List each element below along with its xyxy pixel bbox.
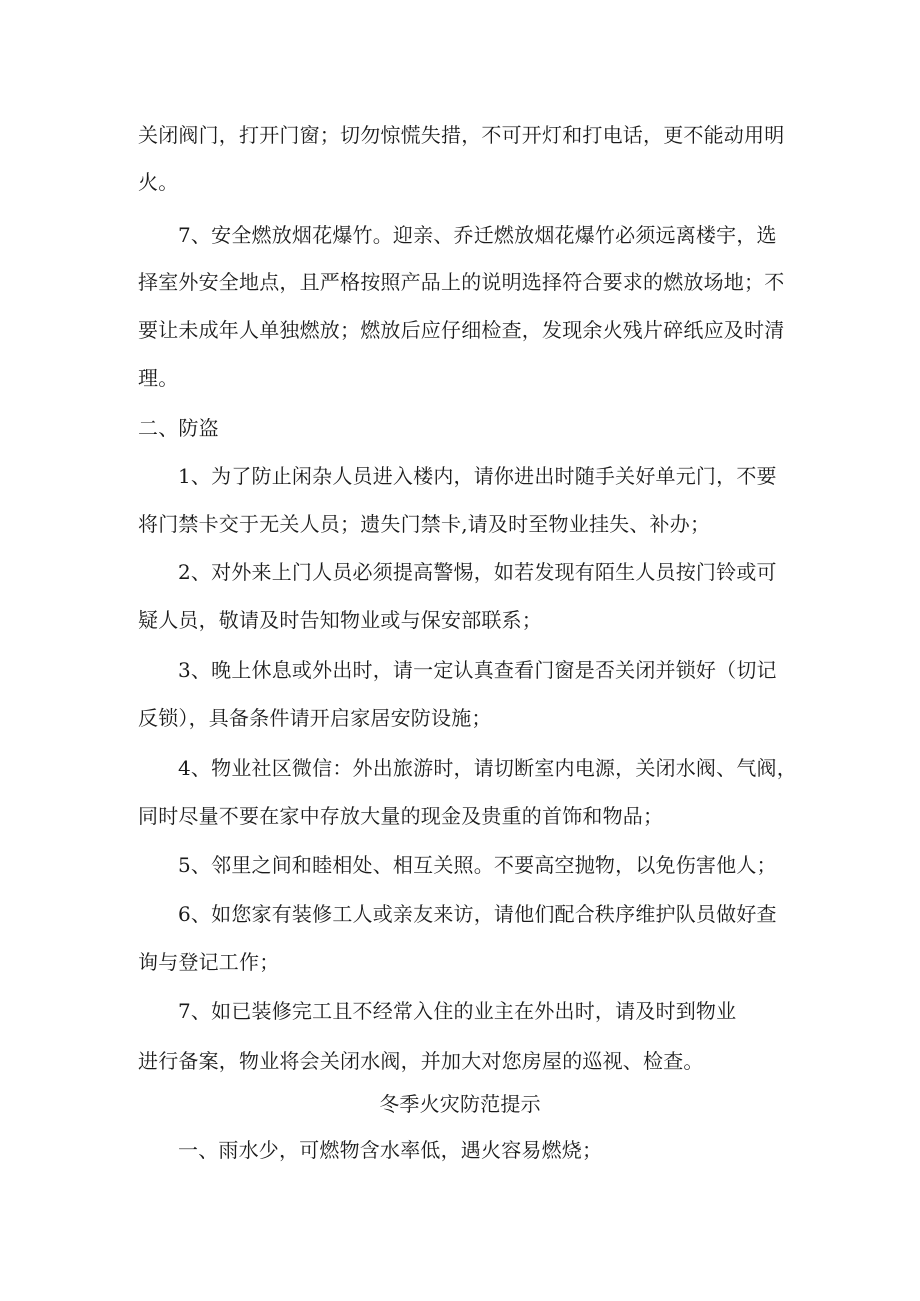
paragraph-line: 3、晚上休息或外出时，请一定认真查看门窗是否关闭并锁好（切记	[178, 658, 777, 682]
paragraph-line: 反锁），具备条件请开启家居安防设施；	[138, 706, 492, 730]
paragraph-line: 1、为了防止闲杂人员进入楼内，请你进出时随手关好单元门，不要	[178, 464, 777, 488]
paragraph-line: 7、如已装修完工且不经常入住的业主在外出时，请及时到物业	[178, 999, 737, 1023]
paragraph-line: 要让未成年人单独燃放；燃放后应仔细检查，发现余火残片碎纸应及时清	[138, 318, 785, 342]
paragraph-line: 关闭阀门，打开门窗；切勿惊慌失措，不可开灯和打电话，更不能动用明	[138, 123, 785, 147]
paragraph-line: 同时尽量不要在家中存放大量的现金及贵重的首饰和物品；	[138, 804, 664, 828]
paragraph-line: 一、雨水少，可燃物含水率低，遇火容易燃烧；	[178, 1138, 603, 1162]
paragraph-line: 4、物业社区微信：外出旅游时，请切断室内电源，关闭水阀、气阀，	[178, 756, 797, 780]
section-title: 冬季火灾防范提示	[379, 1092, 541, 1116]
paragraph-line: 6、如您家有装修工人或亲友来访，请他们配合秩序维护队员做好查	[178, 902, 777, 926]
paragraph-line: 疑人员，敬请及时告知物业或与保安部联系；	[138, 608, 542, 632]
paragraph-line: 5、邻里之间和睦相处、相互关照。不要高空抛物，以免伤害他人；	[178, 853, 777, 877]
paragraph-line: 火。	[138, 170, 179, 194]
paragraph-line: 7、安全燃放烟花爆竹。迎亲、乔迁燃放烟花爆竹必须远离楼宇，选	[178, 223, 777, 247]
section-heading-anti-theft: 二、防盗	[138, 416, 219, 440]
paragraph-line: 进行备案，物业将会关闭水阀，并加大对您房屋的巡视、检查。	[138, 1049, 704, 1073]
paragraph-line: 询与登记工作；	[138, 950, 280, 974]
paragraph-line: 将门禁卡交于无关人员；遗失门禁卡,请及时至物业挂失、补办；	[138, 512, 711, 536]
paragraph-line: 理。	[138, 366, 179, 390]
paragraph-line: 择室外安全地点，且严格按照产品上的说明选择符合要求的燃放场地；不	[138, 270, 785, 294]
paragraph-line: 2、对外来上门人员必须提高警惕，如若发现有陌生人员按门铃或可	[178, 560, 777, 584]
